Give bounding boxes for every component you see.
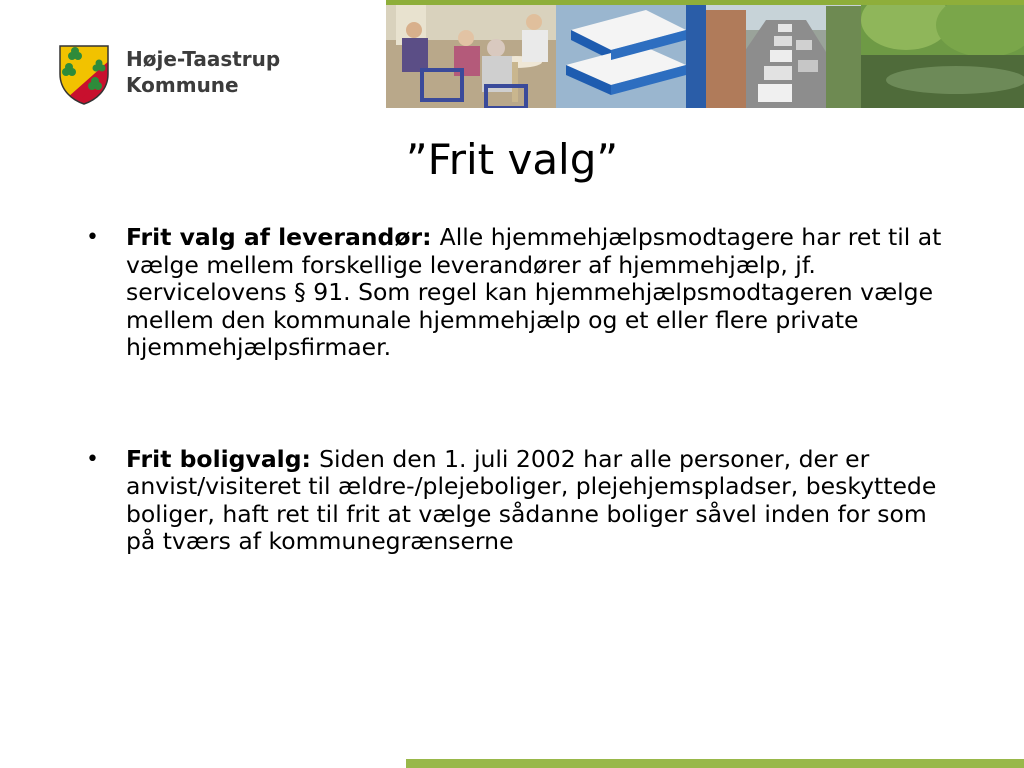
logo-wordmark [126, 46, 280, 98]
bullet-text: Siden den 1. juli 2002 har alle personer, der er anvist/visiteret til ældre-/plejeboliger, plejehjemspladser, beskyttede boliger, haft ret til frit at vælge sådanne boliger såvel inden for som på tværs af kommunegrænserne [126, 444, 937, 555]
bullet-lead: Frit boligvalg: [126, 444, 320, 473]
apartment-balconies-photo [556, 0, 706, 108]
bullet-dot-icon: • [86, 446, 99, 472]
bullet-text: Alle hjemmehjælpsmodtagere har ret til at vælge mellem forskellige leverandører af hjemmehjælp, jf. servicelovens § 91. Som regel kan hjemmehjælpsmodtageren vælge mellem den kommunale hjemmehjælp og et eller flere private hjemmehjælpsfirmaer. [126, 223, 942, 361]
slide-title: ”Frit valg” [405, 135, 619, 184]
municipality-logo [58, 44, 318, 108]
bullet-item-free-housing-choice [86, 446, 956, 556]
header-accent-line [386, 0, 1024, 5]
header-photo-strip [386, 0, 1024, 108]
canal-with-trees-photo [861, 0, 1024, 108]
elderly-care-dining-photo [386, 0, 556, 108]
bullet-lead: Frit valg af leverandør: [126, 223, 440, 251]
logo-line-1: Høje-Taastrup [126, 47, 281, 71]
logo-line-2: Kommune [126, 73, 239, 97]
street-with-parked-cars-photo [706, 0, 861, 108]
bullet-dot-icon: • [86, 225, 99, 250]
coat-of-arms-shield-clover-icon [58, 44, 110, 106]
bullet-list [86, 224, 956, 556]
bullet-item-free-provider-choice [86, 224, 956, 362]
footer-accent-bar [406, 759, 1024, 768]
